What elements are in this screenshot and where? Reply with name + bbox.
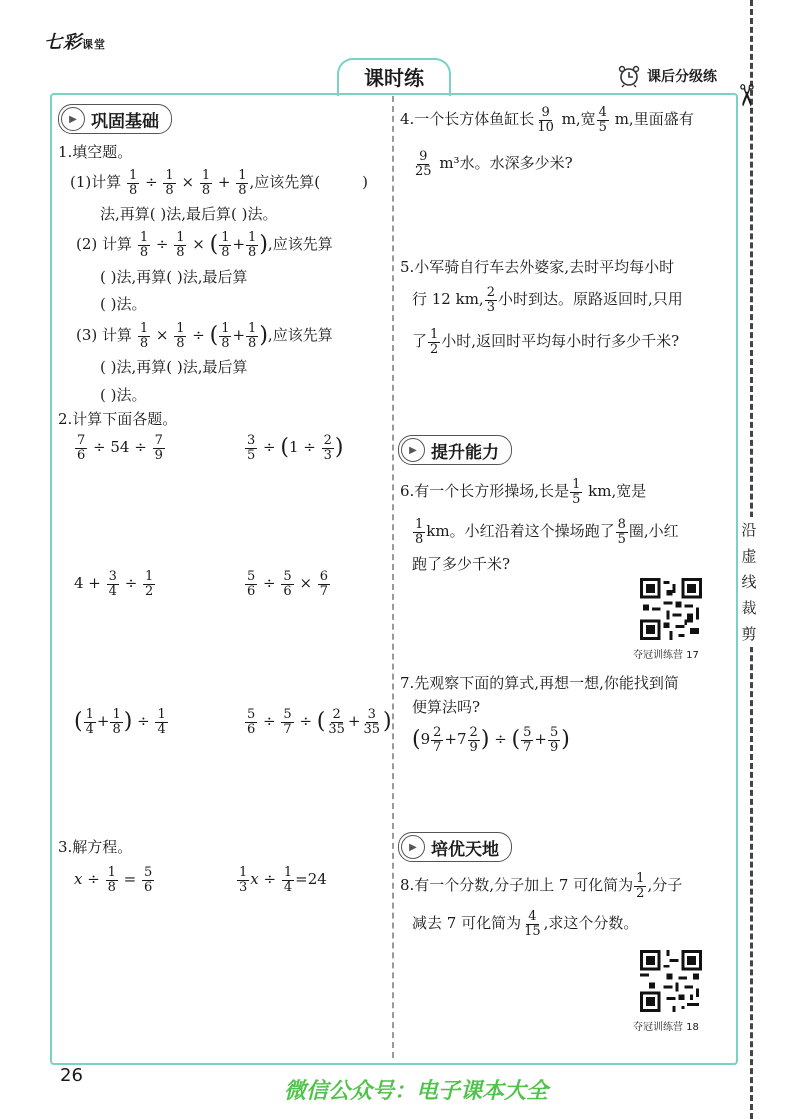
q7-expression: (9 $\frac{2}{7}$ +7 $\frac{2}{9}$ ) ÷ ( $\frac{5}{7}$ + $\frac{5}{9}$ ) — [412, 724, 570, 755]
section-badge-excellence: ▶ 培优天地 — [398, 832, 512, 862]
q5-line3: 了 $\frac{1}{2}$ 小时,返回时平均每小时行多少千米? — [412, 326, 680, 357]
q1-part3: (3) 计算 $\frac{1}{8}$ × $\frac{1}{8}$ ÷ ( $\frac{1}{8}$ + $\frac{1}{8}$ ),应该先算 — [76, 320, 333, 351]
q8-line2: 减去 7 可化简为 $\frac{4}{15}$ ,求这个分数。 — [412, 908, 639, 939]
q6-line1: 6.有一个长方形操场,长是 $\frac{1}{5}$ km,宽是 — [400, 476, 647, 507]
footer-wechat: 微信公众号：电子课本大全 — [284, 1079, 549, 1104]
qr-code-18[interactable] — [640, 950, 702, 1012]
q1-part2-line2: ( )法,再算( )法,最后算 — [100, 268, 248, 286]
section-badge-basic: ▶ 巩固基础 — [58, 104, 172, 134]
qr-label-18: 夺冠训练营 18 — [633, 1022, 699, 1033]
calc-b: $\frac{3}{5}$ ÷ (1 ÷ $\frac{2}{3}$ ) — [247, 432, 344, 463]
calc-a: $\frac{7}{6}$ ÷ 54 ÷ $\frac{7}{9}$ — [77, 432, 163, 463]
play-icon: ▶ — [61, 107, 85, 131]
q1-part2-line3: ( )法。 — [100, 295, 147, 313]
qr-label-17: 夺冠训练营 17 — [633, 650, 699, 661]
q6-line3: 跑了多少千米? — [412, 555, 511, 573]
q4-line2: $\frac{9}{25}$ m³水。水深多少米? — [415, 148, 573, 179]
brand-logo: 七彩课堂 — [44, 32, 106, 53]
q7-line1: 7.先观察下面的算式,再想一想,你能找到简 — [400, 674, 679, 692]
q1-heading: 1.填空题。 — [58, 143, 133, 161]
scissors-icon: ✂ — [728, 82, 764, 109]
q1-part3-line2: ( )法,再算( )法,最后算 — [100, 358, 248, 376]
q4-line1: 4.一个长方体鱼缸长 $\frac{9}{10}$ m,宽 $\frac{4}{5}$ m,里面盛有 — [400, 104, 694, 135]
q1-part3-line3: ( )法。 — [100, 386, 147, 404]
qr-code-17[interactable] — [640, 578, 702, 640]
calc-d: $\frac{5}{6}$ ÷ $\frac{5}{6}$ × $\frac{6}{7}$ — [247, 568, 329, 599]
q5-line1: 5.小军骑自行车去外婆家,去时平均每小时 — [400, 258, 675, 276]
play-icon: ▶ — [401, 835, 425, 859]
q7-line2: 便算法吗? — [412, 698, 481, 716]
calc-e: ( $\frac{1}{4}$ + $\frac{1}{8}$ ) ÷ $\frac{1}{4}$ — [74, 706, 166, 737]
calc-f: $\frac{5}{6}$ ÷ $\frac{5}{7}$ ÷ ( $\frac{2}{35}$ + $\frac{3}{35}$ ) — [247, 706, 392, 737]
q8-line1: 8.有一个分数,分子加上 7 可化简为 $\frac{1}{2}$ ,分子 — [400, 870, 683, 901]
page-number: 26 — [60, 1065, 83, 1086]
cut-instruction: 沿虚线裁剪 — [738, 517, 760, 647]
q1-part1-line2: 法,再算( )法,最后算( )法。 — [100, 205, 278, 223]
page-title: 课时练 — [337, 58, 451, 96]
section-badge-improve: ▶ 提升能力 — [398, 435, 512, 465]
q3-heading: 3.解方程。 — [58, 838, 133, 856]
level-label: 课后分级练 — [617, 64, 717, 88]
play-icon: ▶ — [401, 438, 425, 462]
equation-b: $\frac{1}{3}$ x ÷ $\frac{1}{4}$ =24 — [239, 864, 327, 895]
q6-line2: $\frac{1}{8}$ km。小红沿着这个操场跑了 $\frac{8}{5}$ 圈,小红 — [415, 516, 679, 547]
column-divider — [392, 96, 394, 1058]
alarm-clock-icon — [617, 64, 641, 88]
q1-part1: (1)计算 $\frac{1}{8}$ ÷ $\frac{1}{8}$ × $\frac{1}{8}$ + $\frac{1}{8}$ ,应该先算( ) — [70, 167, 368, 198]
q5-line2: 行 12 km, $\frac{2}{3}$ 小时到达。原路返回时,只用 — [412, 284, 683, 315]
q2-heading: 2.计算下面各题。 — [58, 410, 178, 428]
equation-a: x ÷ $\frac{1}{8}$ = $\frac{5}{6}$ — [74, 864, 153, 895]
q1-part2: (2) 计算 $\frac{1}{8}$ ÷ $\frac{1}{8}$ × ( $\frac{1}{8}$ + $\frac{1}{8}$ ),应该先算 — [76, 229, 333, 260]
calc-c: 4 + $\frac{3}{4}$ ÷ $\frac{1}{2}$ — [74, 568, 154, 599]
